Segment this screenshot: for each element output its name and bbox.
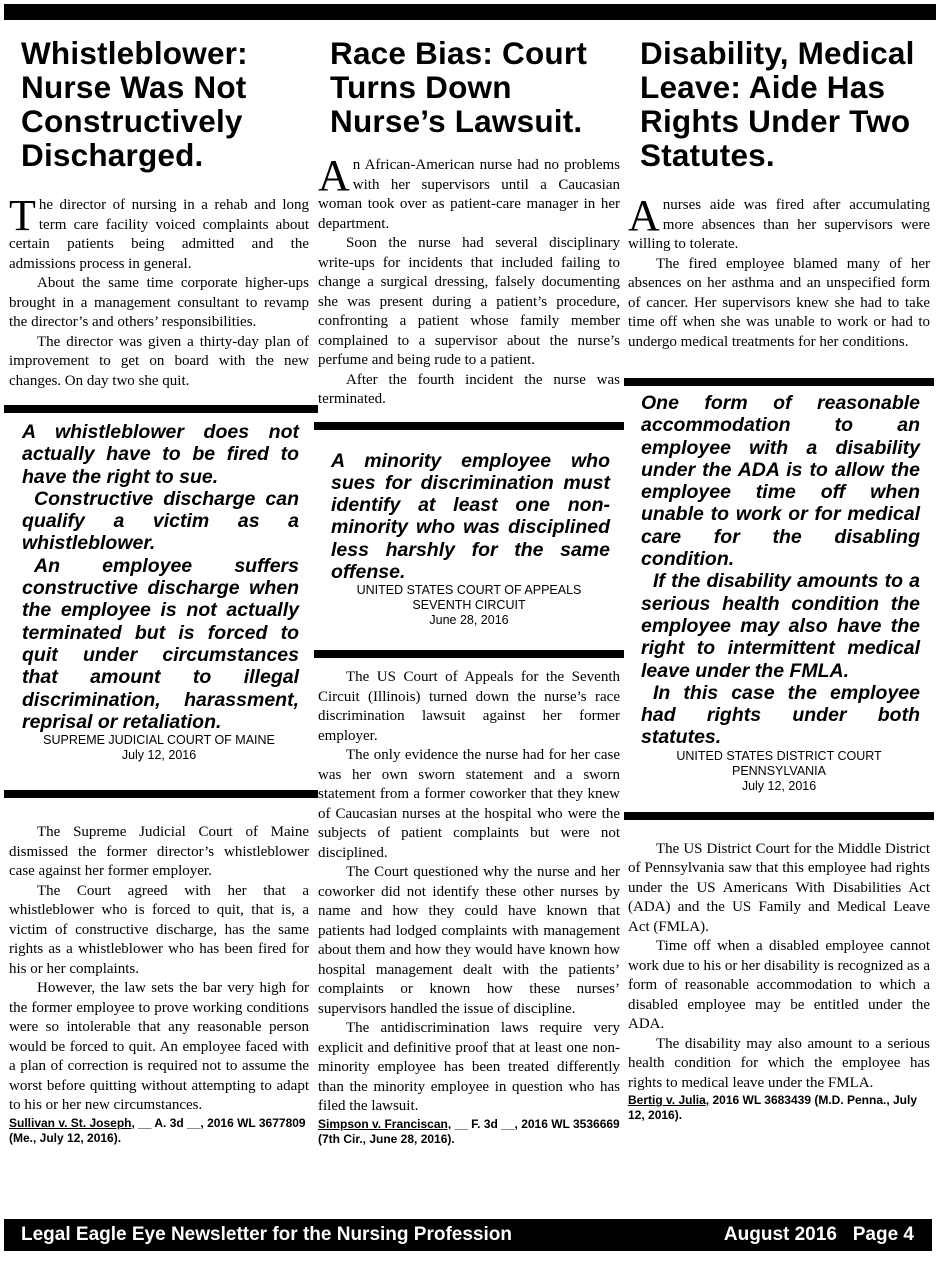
article-column-3 — [628, 36, 930, 1123]
case-name-link[interactable]: Simpson v. Franciscan, — [318, 1116, 452, 1131]
pull-quote-paragraph: If the disability amounts to a serious health condition the employee may also have the right to intermittent medical leave under the FMLA. — [641, 570, 920, 682]
intro-paragraph: he director of nursing in a rehab and long term care facility voiced complaints about certain patients being admitted and the admissions process in general. — [9, 197, 309, 272]
court-state: PENNSYLVANIA — [731, 763, 826, 778]
page-number: Page 4 — [852, 1224, 914, 1245]
case-name-link[interactable]: Bertig v. Julia, — [628, 1093, 710, 1108]
pull-quote-paragraph: One form of reasonable accommodation to an employee with a disability under the ADA is to allow the employee time off when unable to work or for medical care for the disabling condition. — [641, 392, 920, 571]
article-column-2 — [318, 36, 620, 1147]
pull-quote-paragraph: In this case the employee had rights under both statutes. — [641, 681, 920, 749]
court-date: June 28, 2016 — [429, 613, 509, 628]
headline-whistleblower: Whistleblower: Nurse Was Not Constructively Discharged. — [21, 35, 248, 173]
article-body — [318, 668, 620, 1117]
pull-quote-paragraph: Constructive discharge can qualify a victim as a whistleblower. — [22, 487, 299, 555]
court-name: SUPREME JUDICIAL COURT OF MAINE — [43, 733, 275, 748]
case-name-link[interactable]: Sullivan v. St. Joseph, — [9, 1115, 135, 1130]
intro-paragraph: The director was given a thirty-day plan of improvement to get on board with the new changes. On day two she quit. — [9, 333, 309, 389]
court-date: July 12, 2016 — [121, 748, 197, 763]
intro-paragraph: n African-American nurse had no problems with her supervisors until a Caucasian woman took over as patient-care manager in her department. — [318, 157, 620, 232]
intro-paragraph: Soon the nurse had several disciplinary write-ups for incidents that included failing to change a surgical dressing, falsely documenting she was present during a patient’s procedure, confronting a patient whose family member complained to a supervisor about the nurse’s perfume and being rude to a patient. — [318, 235, 620, 368]
intro-text — [628, 191, 930, 352]
intro-paragraph: After the fourth incident the nurse was terminated. — [318, 371, 620, 407]
body-paragraph: However, the law sets the bar very high for the former employee to prove working conditions were so intolerable that any reasonable person would be forced to quit. An employee faced with a plan of correction is required not to assume the worst before quitting without attempting to adapt to his or her new circumstances. — [9, 980, 309, 1114]
case-citation: Bertig v. Julia, 2016 WL 3683439 (M.D. Penna., July 12, 2016). — [628, 1093, 918, 1123]
body-paragraph: The Court agreed with her that a whistleblower who is forced to quit, that is, a victim of constructive discharge, has the same rights as a whistleblower who has been fired for his or her complaints. — [9, 882, 309, 977]
court-name: UNITED STATES DISTRICT COURT — [676, 748, 882, 763]
pull-quote-paragraph: An employee suffers constructive discharge when the employee is not actually terminated but is forced to quit under circumstances that amount to illegal discrimination, harassment, reprisal or retaliation. — [22, 554, 299, 733]
court-date: July 12, 2016 — [741, 778, 817, 793]
dropcap: A — [318, 151, 350, 200]
body-paragraph: The antidiscrimination laws require very explicit and definitive proof that at least one non-minority employee has been treated differently than the minority employee in question who has filed the lawsuit. — [318, 1020, 620, 1115]
case-citation: Simpson v. Franciscan, __ F. 3d __, 2016 WL 3536669 (7th Cir., June 28, 2016). — [318, 1116, 620, 1146]
pull-quote — [628, 392, 930, 749]
case-citation: Sullivan v. St. Joseph, __ A. 3d __, 2016 WL 3677809 (Me., July 12, 2016). — [9, 1115, 306, 1145]
intro-paragraph: nurses aide was fired after accumulating more absences than her supervisors were willing to tolerate. — [628, 197, 930, 252]
section-divider — [4, 405, 318, 413]
intro-paragraph: The fired employee blamed many of her absences on her asthma and an unspecified form of cancer. Her supervisors knew she had to take time off when she was unable to work or had to undergo medical treatments for her conditions. — [628, 255, 930, 350]
dropcap: T — [9, 191, 36, 240]
section-divider — [4, 790, 318, 798]
newsletter-title: Legal Eagle Eye Newsletter for the Nursing Profession — [21, 1224, 512, 1245]
footer-bar — [4, 1219, 932, 1251]
body-paragraph: The disability may also amount to a serious health condition for which the employee has rights to medical leave under the FMLA. — [628, 1035, 930, 1091]
issue-and-page — [724, 1219, 914, 1251]
dropcap: A — [628, 191, 660, 240]
body-paragraph: The US Court of Appeals for the Seventh Circuit (Illinois) turned down the nurse’s race discrimination lawsuit against her former employer. — [318, 669, 620, 744]
court-circuit: SEVENTH CIRCUIT — [412, 598, 526, 613]
body-paragraph: The only evidence the nurse had for her case was her own sworn statement and a sworn statement from a former coworker that they knew of Caucasian nurses at the hospital who were the subjects of patient complaints but were not disciplined. — [318, 747, 620, 861]
article-body — [9, 823, 309, 1116]
top-rule — [4, 4, 936, 20]
headline-disability: Disability, Medical Leave: Aide Has Rights Under Two Statutes. — [640, 35, 915, 173]
body-paragraph: The Supreme Judicial Court of Maine dismissed the former director’s whistleblower case against her former employer. — [9, 824, 309, 880]
body-paragraph: The US District Court for the Middle District of Pennsylvania saw that this employee had rights under the US Americans With Disabilities Act (ADA) and the US Family and Medical Leave Act (FMLA). — [628, 840, 930, 935]
section-divider — [314, 422, 624, 430]
pull-quote-paragraph: A whistleblower does not actually have to be fired to have the right to sue. — [22, 421, 299, 488]
pull-quote-paragraph: A minority employee who sues for discrimination must identify at least one non-minority who was disciplined less harshly for the same offense. — [331, 449, 610, 583]
issue-date: August 2016 — [723, 1224, 837, 1245]
pull-quote — [9, 421, 309, 733]
pull-quote — [318, 450, 620, 584]
body-paragraph: Time off when a disabled employee cannot work due to his or her disability is recognized as a form of reasonable accommodation to which a disabled employee may be entitled under the ADA. — [628, 938, 930, 1033]
intro-paragraph: About the same time corporate higher-ups brought in a management consultant to revamp the director’s and others’ responsibilities. — [9, 275, 309, 330]
intro-text — [318, 151, 620, 410]
article-body — [628, 840, 930, 1094]
body-paragraph: The Court questioned why the nurse and her coworker did not identify these other nurses by name and how they could have known that patients had lodged complaints with management about them and how they would have known how hospital management dealt with the patients’ complaints or known how these nurses’ supervisors handled the issue of discipline. — [318, 864, 620, 1017]
intro-text — [9, 191, 309, 391]
section-divider — [624, 378, 934, 386]
court-name: UNITED STATES COURT OF APPEALS — [356, 583, 582, 598]
headline-race-bias: Race Bias: Court Turns Down Nurse’s Lawsuit. — [330, 35, 588, 139]
section-divider — [624, 812, 934, 820]
article-column-1 — [9, 36, 309, 1146]
section-divider — [314, 650, 624, 658]
